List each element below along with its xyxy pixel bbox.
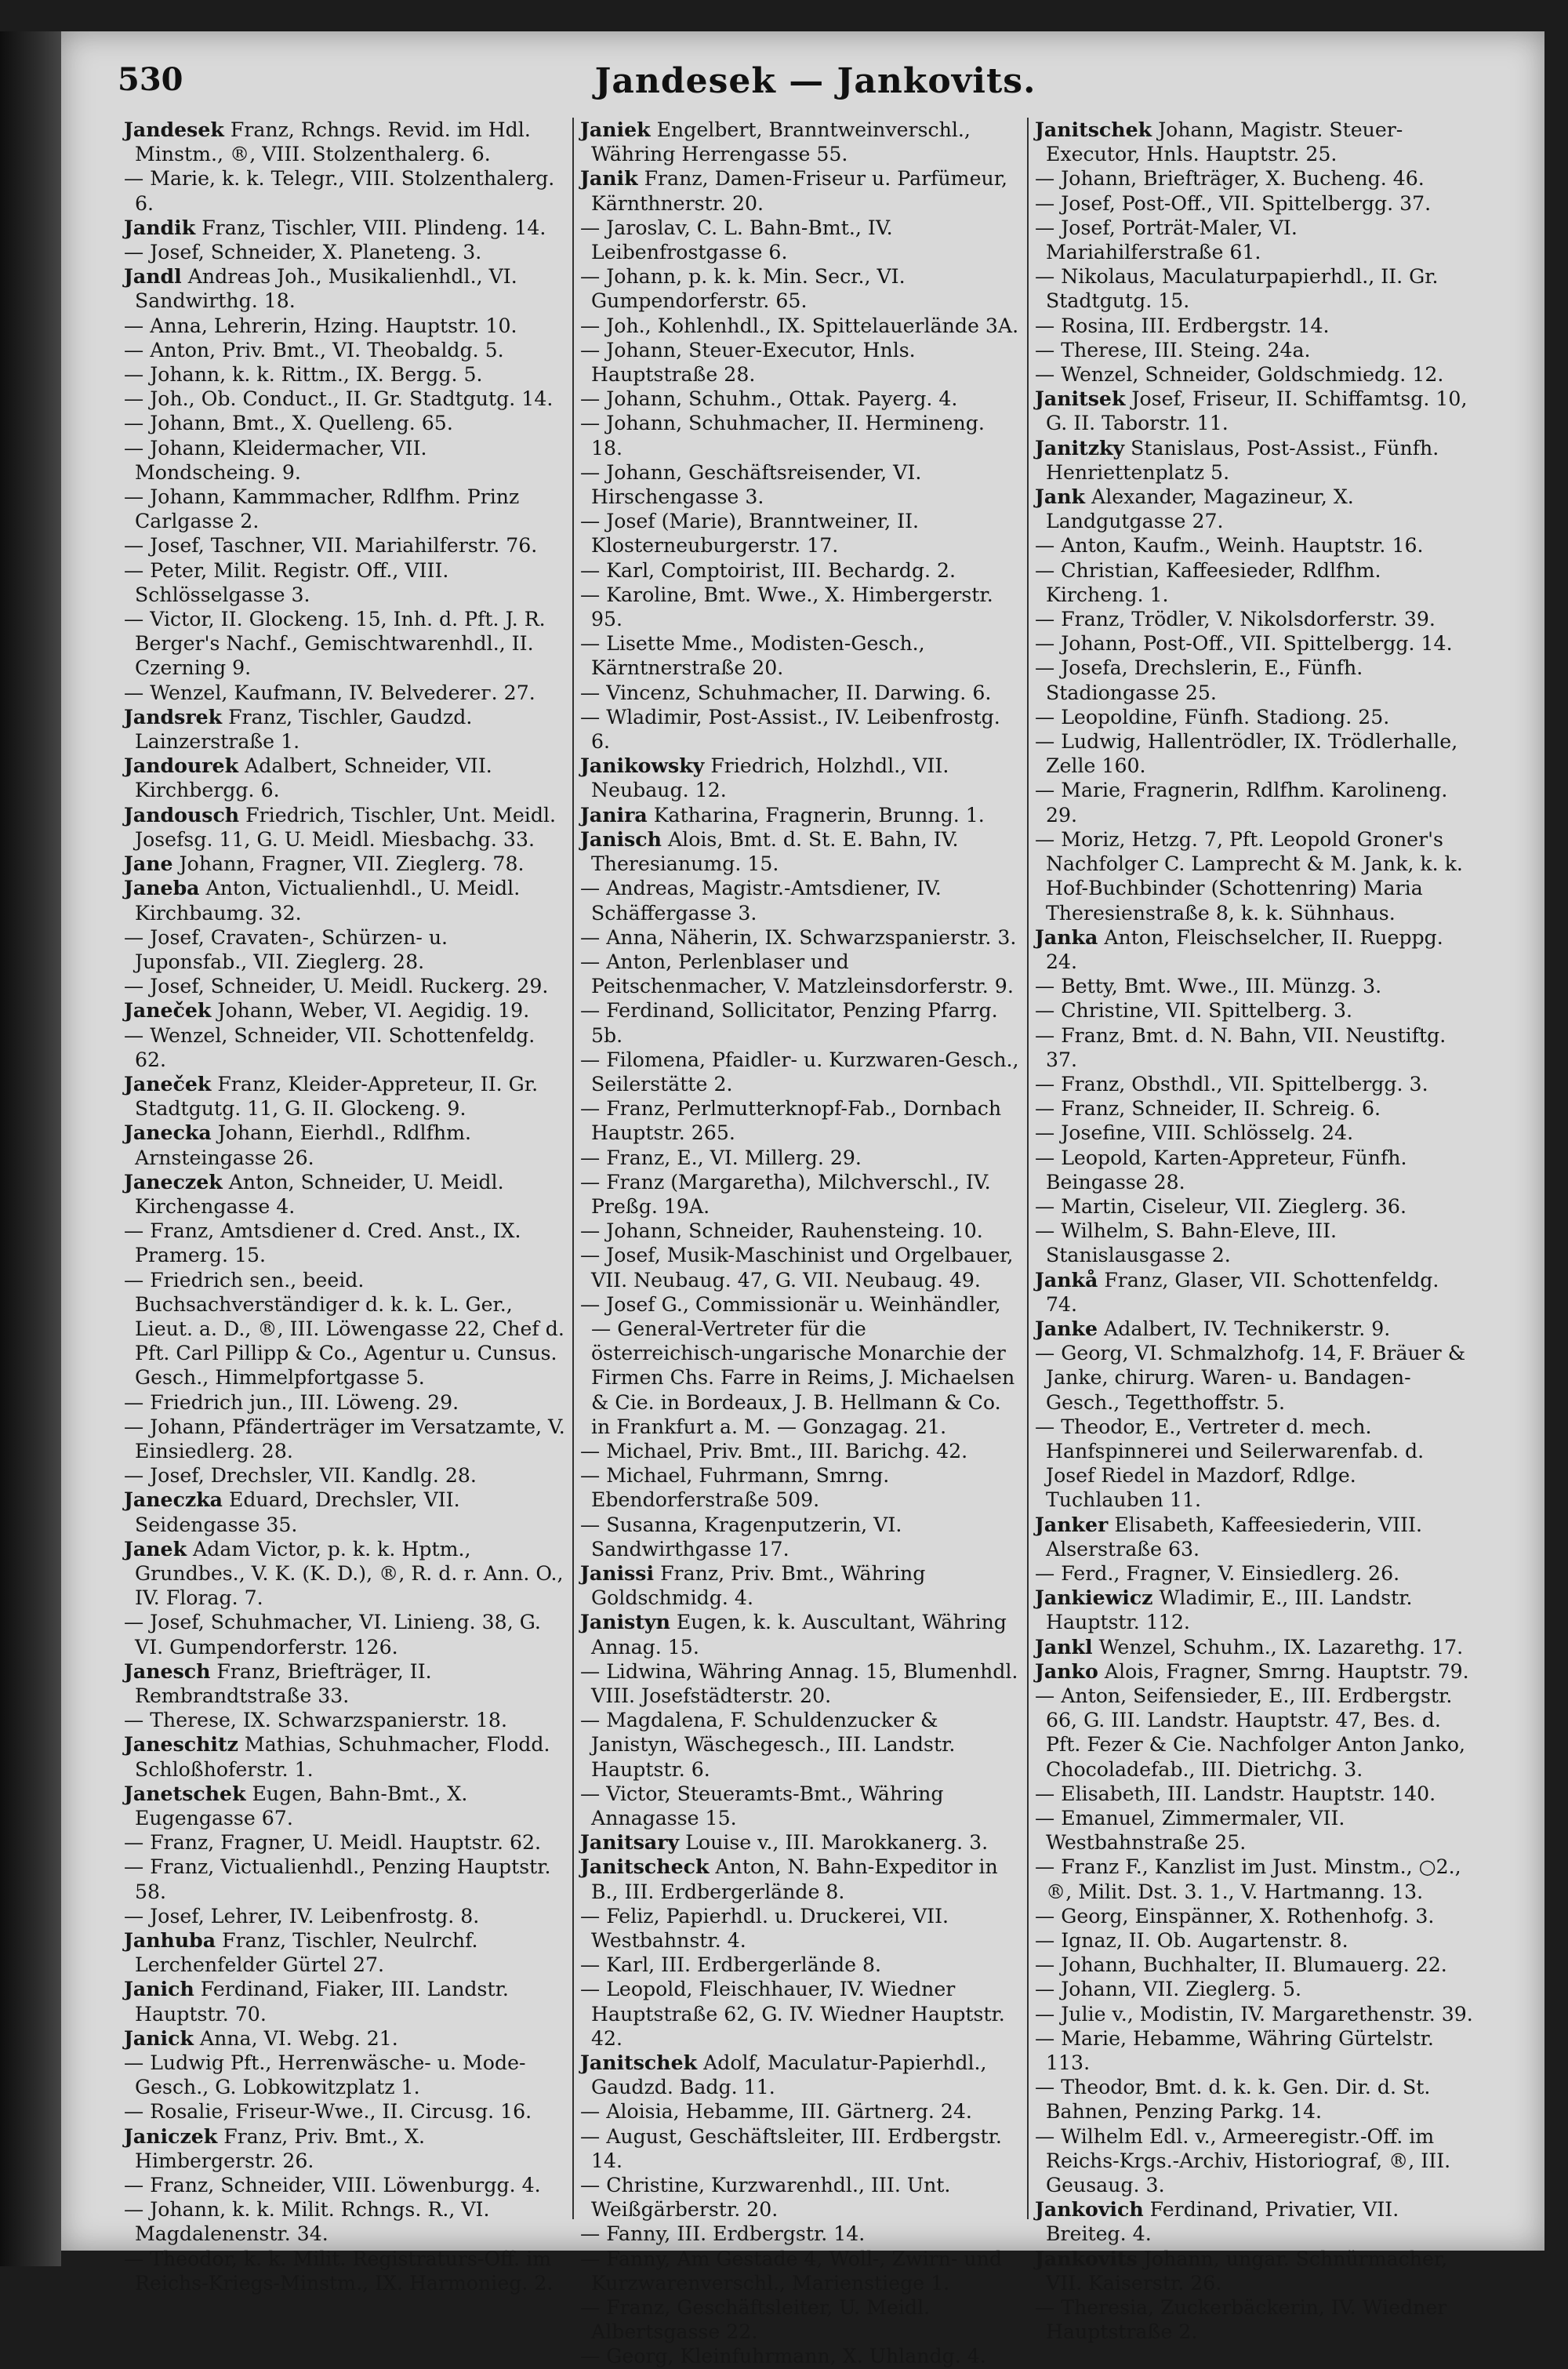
directory-entry: Janeschitz Mathias, Schuhmacher, Flodd. Schloßhoferstr. 1. <box>124 1732 550 1781</box>
directory-entry: — Joh., Kohlenhdl., IX. Spittelauerlände 3A. <box>580 314 1019 337</box>
directory-entry: — Fanny, III. Erdbergstr. 14. <box>580 2222 866 2246</box>
directory-entry: Janeček Johann, Weber, VI. Aegidig. 19. <box>124 998 530 1023</box>
directory-entry: — August, Geschäftsleiter, III. Erdbergstr. 14. <box>580 2124 1002 2172</box>
directory-entry: Jankiewicz Wladimir, E., III. Landstr. Hauptstr. 112. <box>1035 1586 1413 1634</box>
directory-entry: Janko Alois, Fragner, Smrng. Hauptstr. 79. <box>1035 1659 1469 1683</box>
directory-entry: — Franz, Obsthdl., VII. Spittelbergg. 3. <box>1035 1072 1428 1095</box>
directory-entry: — Franz, Schneider, II. Schreig. 6. <box>1035 1097 1381 1121</box>
directory-entry: — Karl, Comptoirist, III. Bechardg. 2. <box>580 558 956 582</box>
directory-entry: — Wenzel, Kaufmann, IV. Belvederег. 27. <box>124 681 535 704</box>
directory-entry: — Christian, Kaffeesieder, Rdlfhm. Kircheng. 1. <box>1035 558 1381 606</box>
directory-entry: — Johann, Schuhmacher, II. Hermineng. 18. <box>580 412 985 460</box>
directory-entry: — Johann, Post-Off., VII. Spittelbergg. 14. <box>1035 632 1453 656</box>
directory-entry: Janissi Franz, Priv. Bmt., Währing Goldschmidg. 4. <box>580 1561 926 1610</box>
directory-entry: — Ferd., Fragner, V. Einsiedlerg. 26. <box>1035 1561 1400 1585</box>
directory-entry: — Theresia, Zuckerbäckerin, IV. Wiedner Hauptstraße 2. <box>1035 2296 1447 2344</box>
directory-entry: — Karl, III. Erdbergerlände 8. <box>580 1953 882 1977</box>
directory-entry: — Franz, Bmt. d. N. Bahn, VII. Neustiftg. 37. <box>1035 1023 1446 1071</box>
directory-entry: Janetschek Eugen, Bahn-Bmt., X. Eugengasse 67. <box>124 1781 468 1830</box>
directory-entry: — Josef, Lehrer, IV. Leibenfrostg. 8. <box>124 1904 480 1928</box>
directory-entry: — Anton, Perlenblaser und Peitschenmacher, V. Matzleinsdorferstr. 9. <box>580 950 1014 998</box>
directory-entry: Janek Adam Victor, p. k. k. Hptm., Grundbes., V. K. (K. D.), ®, R. d. r. Ann. O., IV. Florag. 7. <box>124 1536 564 1610</box>
directory-entry: — Victor, Steueramts-Bmt., Währing Annagasse 15. <box>580 1782 944 1830</box>
directory-entry: Janick Anna, VI. Webg. 21. <box>124 2026 398 2050</box>
directory-entry: Janka Anton, Fleischselcher, II. Rueppg. 24. <box>1035 925 1443 973</box>
directory-entry: — Leopold, Karten-Appreteur, Fünfh. Beingasse 28. <box>1035 1146 1407 1194</box>
directory-entry: Jankl Wenzel, Schuhm., IX. Lazarethg. 17. <box>1035 1634 1464 1659</box>
directory-entry: — Friedrich sen., beeid. Buchsachverständiger d. k. k. L. Ger., Lieut. a. D., ®, III. Löwengasse 22, Chef d. Pft. Carl Pillipp & Co., Agentur u. Cunsus. Gesch., Himmelpfortgasse 5. <box>124 1268 564 1390</box>
directory-entry: — Wladimir, Post-Assist., IV. Leibenfrostg. 6. <box>580 705 1000 754</box>
directory-entry: — Fanny, Am Gestade 4, Woll-, Zwirn- und Kurzwarenverschl., Marienstiege 1. <box>580 2247 1002 2295</box>
directory-entry: — Martin, Ciseleur, VII. Zieglerg. 36. <box>1035 1194 1406 1218</box>
directory-entry: — Franz, Victualienhdl., Penzing Hauptstr. 58. <box>124 1855 551 1903</box>
directory-entry: Jane Johann, Fragner, VII. Zieglerg. 78. <box>124 852 524 876</box>
directory-entry: Janistyn Eugen, k. k. Auscultant, Währing Annag. 15. <box>580 1610 1007 1659</box>
directory-entry: — Ludwig Pft., Herrenwäsche- u. Mode-Gesch., G. Lobkowitzplatz 1. <box>124 2051 526 2099</box>
directory-entry: — Leopoldine, Fünfh. Stadiong. 25. <box>1035 705 1390 729</box>
directory-entry: Janitschek Adolf, Maculatur-Papierhdl., Gaudzd. Badg. 11. <box>580 2051 987 2099</box>
directory-entry: — Johann, Kammmacher, Rdlfhm. Prinz Carlgasse 2. <box>124 485 520 533</box>
directory-entry: — Franz F., Kanzlist im Just. Minstm., ○2., ®, Milit. Dst. 3. 1., V. Hartmanng. 13. <box>1035 1855 1461 1903</box>
directory-entry: Janitscheck Anton, N. Bahn-Expeditor in B., III. Erdbergerlände 8. <box>580 1855 998 1903</box>
directory-entry: — Josef, Cravaten-, Schürzen- u. Juponsfab., VII. Zieglerg. 28. <box>124 925 448 973</box>
directory-entry: — Emanuel, Zimmermaler, VII. Westbahnstraße 25. <box>1035 1807 1345 1855</box>
page-header <box>118 61 1513 111</box>
directory-entry: — Franz, Fragner, U. Meidl. Hauptstr. 62. <box>124 1831 542 1855</box>
directory-entry: — Elisabeth, III. Landstr. Hauptstr. 140. <box>1035 1782 1436 1805</box>
directory-entry: — Rosina, III. Erdbergstr. 14. <box>1035 314 1330 337</box>
column-left <box>118 118 572 2295</box>
directory-entry: Janeczka Eduard, Drechsler, VII. Seidengasse 35. <box>124 1488 460 1536</box>
directory-entry: — Andreas, Magistr.-Amtsdiener, IV. Schäffergasse 3. <box>580 877 942 925</box>
directory-entry: — Josef, Schneider, U. Meidl. Ruckerg. 29. <box>124 975 549 998</box>
directory-entry: Janitsary Louise v., III. Marokkanerg. 3. <box>580 1830 989 1855</box>
directory-entry: — Josef, Schuhmacher, VI. Linieng. 38, G. VI. Gumpendorferstr. 126. <box>124 1611 541 1659</box>
directory-entry: — Franz, Perlmutterknopf-Fab., Dornbach Hauptstr. 265. <box>580 1097 1002 1145</box>
directory-entry: — Josef, Drechsler, VII. Kandlg. 28. <box>124 1464 477 1488</box>
directory-entry: Janikowsky Friedrich, Holzhdl., VII. Neubaug. 12. <box>580 754 949 802</box>
directory-entry: — Georg, VI. Schmalzhofg. 14, F. Bräuer & Janke, chirurg. Waren- u. Bandagen-Gesch., Tegetthoffstr. 5. <box>1035 1342 1466 1414</box>
directory-entry: — Ferdinand, Sollicitator, Penzing Pfarrg. 5b. <box>580 999 998 1047</box>
page-number: 530 <box>118 61 183 98</box>
directory-entry: — Lisette Mme., Modisten-Gesch., Kärntnerstraße 20. <box>580 632 925 680</box>
directory-entry: — Therese, III. Steing. 24a. <box>1035 338 1311 362</box>
directory-entry: Janitzky Stanislaus, Post-Assist., Fünfh. Henriettenplatz 5. <box>1035 435 1439 484</box>
directory-entry: — Michael, Priv. Bmt., III. Barichg. 42. <box>580 1439 968 1462</box>
directory-entry: — Vincenz, Schuhmacher, II. Darwing. 6. <box>580 681 992 704</box>
directory-entry: Janeczek Anton, Schneider, U. Meidl. Kirchengasse 4. <box>124 1169 504 1218</box>
directory-entry: — Anton, Seifensieder, E., III. Erdbergstr. 66, G. III. Landstr. Hauptstr. 47, Bes. d. Pft. Fezer & Cie. Nachfolger Anton Janko, Chocoladefab., III. Dietrichg. 3. <box>1035 1684 1465 1781</box>
directory-entry: — Wilhelm, S. Bahn-Eleve, III. Stanislausgasse 2. <box>1035 1219 1338 1267</box>
directory-entry: — Theodor, Bmt. d. k. k. Gen. Dir. d. St. Bahnen, Penzing Parkg. 14. <box>1035 2076 1431 2124</box>
directory-entry: — Marie, k. k. Telegr., VIII. Stolzenthalerg. 6. <box>124 167 555 215</box>
directory-entry: — Michael, Fuhrmann, Smrng. Ebendorferstraße 509. <box>580 1464 890 1512</box>
directory-entry: — Franz, Trödler, V. Nikolsdorferstr. 39. <box>1035 608 1436 631</box>
column-right <box>1027 118 1482 2344</box>
directory-entry: Janich Ferdinand, Fiaker, III. Landstr. Hauptstr. 70. <box>124 1977 509 2026</box>
directory-entry: — Ignaz, II. Ob. Augartenstr. 8. <box>1035 1929 1348 1953</box>
directory-entry: — Johann, Briefträger, X. Bucheng. 46. <box>1035 167 1425 191</box>
directory-entry: — Johann, k. k. Rittm., IX. Bergg. 5. <box>124 363 483 387</box>
directory-entry: — Anton, Kaufm., Weinh. Hauptstr. 16. <box>1035 534 1424 558</box>
directory-entry: — Ludwig, Hallentrödler, IX. Trödlerhalle, Zelle 160. <box>1035 730 1458 778</box>
directory-entry: — Joh., Ob. Conduct., II. Gr. Stadtgutg. 14. <box>124 387 554 411</box>
directory-entry: Jank Alexander, Magazineur, X. Landgutgasse 27. <box>1035 485 1354 533</box>
directory-entry: — Josef, Post-Off., VII. Spittelbergg. 37. <box>1035 191 1432 215</box>
directory-entry: Janira Katharina, Fragnerin, Brunng. 1. <box>580 802 985 827</box>
directory-entry: Janker Elisabeth, Kaffeesiederin, VIII. Alserstraße 63. <box>1035 1512 1422 1561</box>
directory-entry: — Betty, Bmt. Wwe., III. Münzg. 3. <box>1035 975 1382 998</box>
directory-entry: Janeček Franz, Kleider-Appreteur, II. Gr. Stadtgutg. 11, G. II. Glockeng. 9. <box>124 1071 539 1121</box>
directory-entry: Jankå Franz, Glaser, VII. Schottenfeldg. 74. <box>1035 1267 1439 1316</box>
directory-entry: Janiczek Franz, Priv. Bmt., X. Himbergerstr. 26. <box>124 2124 426 2172</box>
directory-entry: — Josef (Marie), Branntweiner, II. Klosterneuburgerstr. 17. <box>580 510 920 558</box>
directory-columns <box>118 118 1521 2368</box>
directory-entry: Janitsek Josef, Friseur, II. Schiffamtsg. 10, G. II. Taborstr. 11. <box>1035 387 1468 435</box>
directory-entry: — Therese, IX. Schwarzspanierstr. 18. <box>124 1709 507 1732</box>
directory-entry: — Theodor, k. k. Milit. Registraturs-Off. im Reichs-Kriegs-Minstm., IX. Harmonieg. 2. <box>124 2247 554 2295</box>
directory-entry: Janisch Alois, Bmt. d. St. E. Bahn, IV. Theresianumg. 15. <box>580 827 959 876</box>
directory-entry: — Josefine, VIII. Schlösselg. 24. <box>1035 1121 1354 1145</box>
directory-entry: Jandourek Adalbert, Schneider, VII. Kirchbergg. 6. <box>124 754 492 802</box>
directory-entry: Jandousch Friedrich, Tischler, Unt. Meidl. Josefsg. 11, G. U. Meidl. Miesbachg. 33. <box>124 802 557 851</box>
directory-entry: — Josefa, Drechslerin, E., Fünfh. Stadiongasse 25. <box>1035 656 1363 704</box>
directory-entry: — Susanna, Kragenputzerin, VI. Sandwirthgasse 17. <box>580 1513 902 1561</box>
directory-entry: — Marie, Fragnerin, Rdlfhm. Karolineng. 29. <box>1035 779 1448 827</box>
directory-entry: — Johann, Kleidermacher, VII. Mondscheing. 9. <box>124 436 427 484</box>
directory-entry: — Georg, Kleinfuhrmann, X. Uhlandg. 4. <box>580 2345 986 2368</box>
directory-entry: Jandsrek Franz, Tischler, Gaudzd. Lainzerstraße 1. <box>124 704 473 754</box>
directory-entry: — Josef, Porträt-Maler, VI. Mariahilferstraße 61. <box>1035 216 1298 264</box>
directory-entry: — Johann, Steuer-Executor, Hnls. Hauptstraße 28. <box>580 338 916 387</box>
directory-entry: — Wenzel, Schneider, Goldschmiedg. 12. <box>1035 363 1444 387</box>
directory-entry: Janhuba Franz, Tischler, Neulrchf. Lerchenfelder Gürtel 27. <box>124 1928 478 1977</box>
directory-entry: Jandl Andreas Joh., Musikalienhdl., VI. Sandwirthg. 18. <box>124 264 517 313</box>
directory-entry: — Franz, Schneider, VIII. Löwenburgg. 4. <box>124 2174 541 2197</box>
directory-entry: Jankovits Johann, ungar. Schnürmacher, VII. Kaiserstr. 26. <box>1035 2246 1448 2295</box>
directory-entry: — Filomena, Pfaidler- u. Kurzwaren-Gesch., Seilerstätte 2. <box>580 1048 1019 1095</box>
directory-entry: — Franz, Geschäftsleiter, U. Meidl. Albertsgasse 22. <box>580 2296 931 2344</box>
directory-entry: — Leopold, Fleischhauer, IV. Wiedner Hauptstraße 62, G. IV. Wiedner Hauptstr. 42. <box>580 1978 1005 2050</box>
directory-entry: — Karoline, Bmt. Wwe., X. Himbergerstr. 95. <box>580 583 993 631</box>
directory-entry: — Josef, Schneider, X. Planeteng. 3. <box>124 241 482 264</box>
directory-entry: — Nikolaus, Maculaturpapierhdl., II. Gr. Stadtgutg. 15. <box>1035 265 1439 313</box>
directory-entry: — Wilhelm Edl. v., Armeeregistr.-Off. im Reichs-Krgs.-Archiv, Historiograf, ®, III. Geusaug. 3. <box>1035 2124 1451 2197</box>
directory-entry: — Rosalie, Friseur-Wwe., II. Circusg. 16. <box>124 2100 532 2124</box>
directory-entry: Janeba Anton, Victualienhdl., U. Meidl. Kirchbaumg. 32. <box>124 876 521 925</box>
directory-entry: — Johann, p. k. k. Min. Secr., VI. Gumpendorferstr. 65. <box>580 265 906 313</box>
directory-entry: — Franz (Margaretha), Milchverschl., IV. Preßg. 19A. <box>580 1170 991 1218</box>
running-title: Jandesek — Jankovits. <box>594 61 1036 101</box>
directory-entry: Janecka Johann, Eierhdl., Rdlfhm. Arnsteingasse 26. <box>124 1121 472 1169</box>
directory-entry: — Anna, Lehrerin, Hzing. Hauptstr. 10. <box>124 314 517 337</box>
directory-entry: — Johann, Pfänderträger im Versatzamte, V. Einsiedlerg. 28. <box>124 1415 565 1462</box>
directory-entry: — Franz, Amtsdiener d. Cred. Anst., IX. Pramerg. 15. <box>124 1219 521 1267</box>
directory-entry: — Feliz, Papierhdl. u. Druckerei, VII. Westbahnstr. 4. <box>580 1904 949 1953</box>
directory-entry: Janiek Engelbert, Branntweinverschl., Währing Herrengasse 55. <box>580 118 971 166</box>
directory-entry: — Josef G., Commissionär u. Weinhändler, — General-Vertreter für die österreichisch-ungarische Monarchie der Firmen Chs. Farre in Reims, J. Michaelsen & Cie. in Bordeaux, J. B. Hellmann & Co. in Frankfurt a. M. — Gonzagag. 21. <box>580 1292 1015 1438</box>
directory-entry: Janitschek Johann, Magistr. Steuer-Executor, Hnls. Hauptstr. 25. <box>1035 118 1403 166</box>
directory-entry: — Josef, Musik-Maschinist und Orgelbauer, VII. Neubaug. 47, G. VII. Neubaug. 49. <box>580 1244 1014 1292</box>
directory-entry: — Johann, Schneider, Rauhensteing. 10. <box>580 1219 983 1243</box>
directory-entry: — Christine, Kurzwarenhdl., III. Unt. Weißgärberstr. 20. <box>580 2174 951 2222</box>
directory-entry: Jankovich Ferdinand, Privatier, VII. Breiteg. 4. <box>1035 2197 1399 2246</box>
directory-entry: — Johann, Geschäftsreisender, VI. Hirschengasse 3. <box>580 460 922 509</box>
directory-entry: — Georg, Einspänner, X. Rothenhofg. 3. <box>1035 1904 1435 1928</box>
directory-entry: Janesch Franz, Briefträger, II. Rembrandtstraße 33. <box>124 1659 432 1707</box>
directory-entry: — Julie v., Modistin, IV. Margarethenstr. 39. <box>1035 2002 1473 2026</box>
book-spine-shadow <box>0 31 61 2266</box>
directory-entry: Jandesek Franz, Rchngs. Revid. im Hdl. Minstm., ®, VIII. Stolzenthalerg. 6. <box>124 118 531 166</box>
directory-entry: Janke Adalbert, IV. Technikerstr. 9. <box>1035 1316 1391 1340</box>
column-middle <box>572 118 1027 2368</box>
directory-entry: Jandik Franz, Tischler, VIII. Plindeng. 14. <box>124 215 546 239</box>
directory-entry: — Friedrich jun., III. Löweng. 29. <box>124 1390 459 1414</box>
directory-entry: — Anna, Näherin, IX. Schwarzspanierstr. 3. <box>580 925 1017 949</box>
directory-entry: — Magdalena, F. Schuldenzucker & Janistyn, Wäschegesch., III. Landstr. Hauptstr. 6. <box>580 1709 956 1781</box>
directory-entry: — Jaroslav, C. L. Bahn-Bmt., IV. Leibenfrostgasse 6. <box>580 216 893 264</box>
directory-entry: — Johann, k. k. Milit. Rchngs. R., VI. Magdalenenstr. 34. <box>124 2198 490 2246</box>
directory-entry: — Anton, Priv. Bmt., VI. Theobaldg. 5. <box>124 338 504 362</box>
directory-entry: — Johann, Schuhm., Ottak. Payerg. 4. <box>580 387 958 411</box>
directory-entry: — Aloisia, Hebamme, III. Gärtnerg. 24. <box>580 2100 972 2124</box>
directory-entry: — Christine, VII. Spittelberg. 3. <box>1035 999 1353 1023</box>
directory-entry: Janik Franz, Damen-Friseur u. Parfümeur, Kärnthnerstr. 20. <box>580 166 1007 215</box>
directory-entry: — Wenzel, Schneider, VII. Schottenfeldg. 62. <box>124 1023 535 1071</box>
directory-entry: — Theodor, E., Vertreter d. mech. Hanfspinnerei und Seilerwarenfab. d. Josef Riedel in Mazdorf, Rdlge. Tuchlauben 11. <box>1035 1415 1425 1512</box>
directory-entry: — Josef, Taschner, VII. Mariahilferstr. 76. <box>124 534 538 558</box>
directory-entry: — Victor, II. Glockeng. 15, Inh. d. Pft. J. R. Berger's Nachf., Gemischtwarenhdl., II. Czerning 9. <box>124 608 546 680</box>
directory-entry: — Peter, Milit. Registr. Off., VIII. Schlösselgasse 3. <box>124 558 449 606</box>
directory-entry: — Johann, VII. Zieglerg. 5. <box>1035 1978 1302 2001</box>
directory-entry: — Johann, Buchhalter, II. Blumauerg. 22. <box>1035 1953 1447 1977</box>
directory-entry: — Johann, Bmt., X. Quelleng. 65. <box>124 412 453 435</box>
directory-entry: — Marie, Hebamme, Währing Gürtelstr. 113. <box>1035 2026 1434 2075</box>
directory-entry: — Moriz, Hetzg. 7, Pft. Leopold Groner's Nachfolger C. Lamprecht & M. Jank, k. k. Hof-Buchbinder (Schottenring) Maria Theresienstraße 8, k. k. Sühnhaus. <box>1035 827 1463 925</box>
directory-entry: — Franz, E., VI. Millerg. 29. <box>580 1146 862 1169</box>
directory-entry: — Lidwina, Währing Annag. 15, Blumenhdl. VIII. Josefstädterstr. 20. <box>580 1659 1018 1707</box>
